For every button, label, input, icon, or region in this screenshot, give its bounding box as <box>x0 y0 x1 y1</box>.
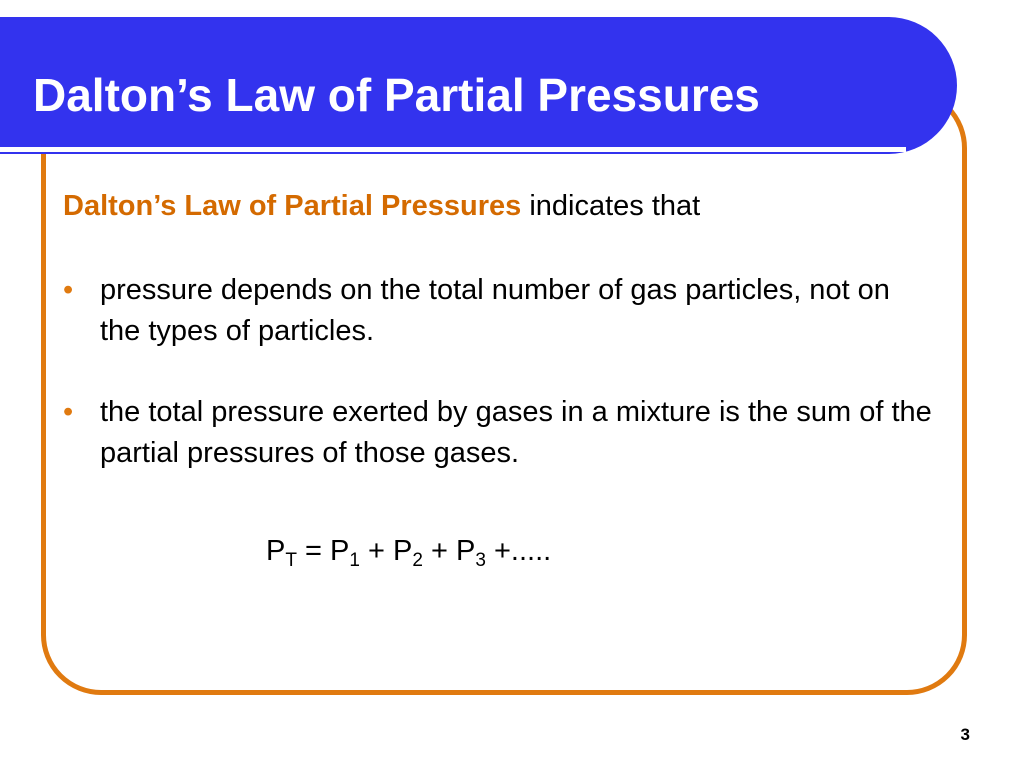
bullet-text: the total pressure exerted by gases in a mixture is the sum of the partial pressures of those gases. <box>100 396 932 469</box>
equation-p1-subscript: 1 <box>349 550 360 571</box>
equation-total-symbol: P <box>266 535 286 567</box>
equation-equals: = <box>296 535 331 567</box>
title-underline <box>0 147 906 152</box>
bullet-item <box>63 392 933 474</box>
equation-tail: +..... <box>485 535 552 567</box>
slide-title: Dalton’s Law of Partial Pressures <box>33 69 760 121</box>
equation-plus: + <box>359 535 393 567</box>
bullet-item <box>63 270 933 352</box>
equation-p1-symbol: P <box>330 535 350 567</box>
bullet-text: pressure depends on the total number of gas particles, not on the types of particles. <box>100 274 890 347</box>
equation <box>266 530 551 572</box>
bullet-icon: • <box>63 274 74 306</box>
equation-plus: + <box>422 535 456 567</box>
equation-p3-symbol: P <box>455 535 476 567</box>
equation-p2-symbol: P <box>393 535 413 567</box>
intro-highlight: Dalton’s Law of Partial Pressures <box>63 190 522 222</box>
bullet-list <box>63 270 933 514</box>
equation-p2-subscript: 2 <box>412 550 423 571</box>
title-banner <box>0 17 957 154</box>
equation-total-subscript: T <box>285 550 297 571</box>
page-number: 3 <box>960 725 970 744</box>
bullet-icon: • <box>63 396 74 428</box>
intro-rest: indicates that <box>521 190 701 222</box>
equation-p3-subscript: 3 <box>475 550 486 571</box>
intro-line <box>63 185 700 227</box>
